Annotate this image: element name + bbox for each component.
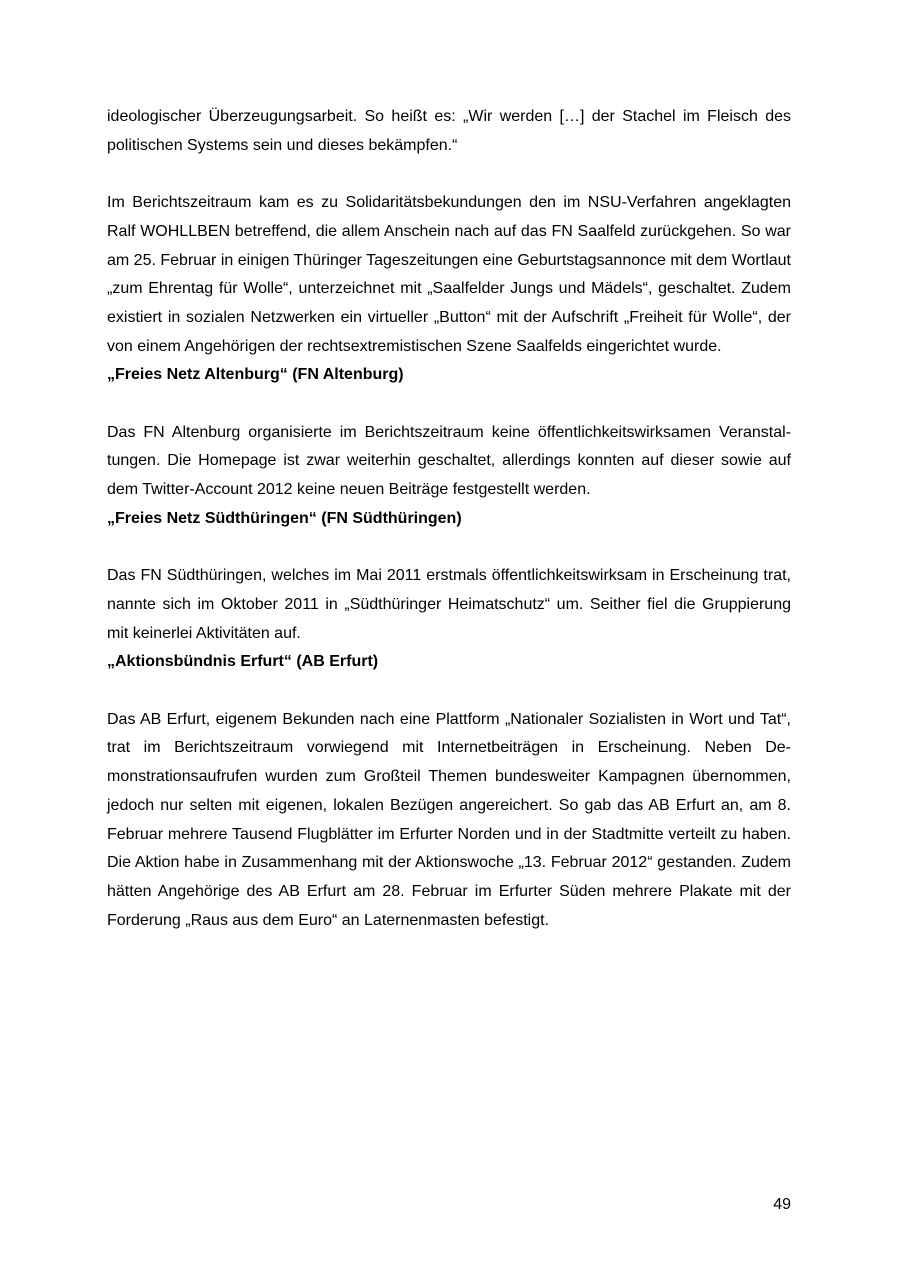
paragraph-fn-altenburg: Das FN Altenburg organisierte im Berichtszeitraum keine öffentlichkeitswirksamen Veranstaltungen. Die Homepage ist zwar weiterhin geschaltet, allerdings konnten auf dieser sowie auf dem Twitter-Account 2012 keine neuen Beiträge festgestellt werden. [107,423,791,499]
heading-fn-altenburg: „Freies Netz Altenburg“ (FN Altenburg) [107,366,404,384]
heading-ab-erfurt: „Aktionsbündnis Erfurt“ (AB Erfurt) [107,653,379,671]
page-number: 49 [773,1196,791,1213]
page-body [107,103,791,935]
paragraph-solidarity-wohllben: Im Berichtszeitraum kam es zu Solidaritätsbekundungen den im NSU-Verfahren angeklagten Ralf WOHLLBEN betreffend, die allem Anschein nach auf das FN Saalfeld zurückgehen. So war am 25. Februar in einigen Thüringer Tageszeitungen eine Geburtstagsannonce mit dem Wortlaut „zum Ehrentag für Wolle“, unterzeichnet mit „Saalfelder Jungs und Mädels“, geschaltet. Zudem existiert in sozialen Netzwerken ein virtueller „Button“ mit der Aufschrift „Freiheit für Wolle“, der von einem Angehörigen der rechtsextremistischen Szene Saalfelds eingerichtet wurde. [107,194,791,355]
heading-fn-suedthueringen: „Freies Netz Südthüringen“ (FN Südthüringen) [107,509,462,527]
paragraph-fn-suedthueringen: Das FN Südthüringen, welches im Mai 2011 erstmals öffentlichkeitswirksam in Erscheinung trat, nannte sich im Oktober 2011 in „Südthüringer Heimatschutz“ um. Seither fiel die Gruppierung mit keinerlei Aktivitäten auf. [107,567,791,642]
paragraph-fn-saalfeld-continued: ideologischer Überzeugungsarbeit. So heißt es: „Wir werden […] der Stachel im Fleisch des politischen Systems sein und dieses bekämpfen.“ [107,108,791,154]
paragraph-ab-erfurt: Das AB Erfurt, eigenem Bekunden nach eine Plattform „Nationaler Sozialisten in Wort und Tat“, trat im Berichtszeitraum vorwiegend mit Internetbeiträgen in Erscheinung. Neben Demonstrationsaufrufen wurden zum Großteil Themen bundesweiter Kampagnen übernommen, jedoch nur selten mit eigenen, lokalen Bezügen angereichert. So gab das AB Erfurt an, am 8. Februar mehrere Tausend Flugblätter im Erfurter Norden und in der Stadtmitte verteilt zu haben. Die Aktion habe in Zusammenhang mit der Aktionswoche „13. Februar 2012“ gestanden. Zudem hätten Angehörige des AB Erfurt am 28. Februar im Erfurter Süden mehrere Plakate mit der Forderung „Raus aus dem Euro“ an Laternenmasten befestigt. [107,710,791,929]
